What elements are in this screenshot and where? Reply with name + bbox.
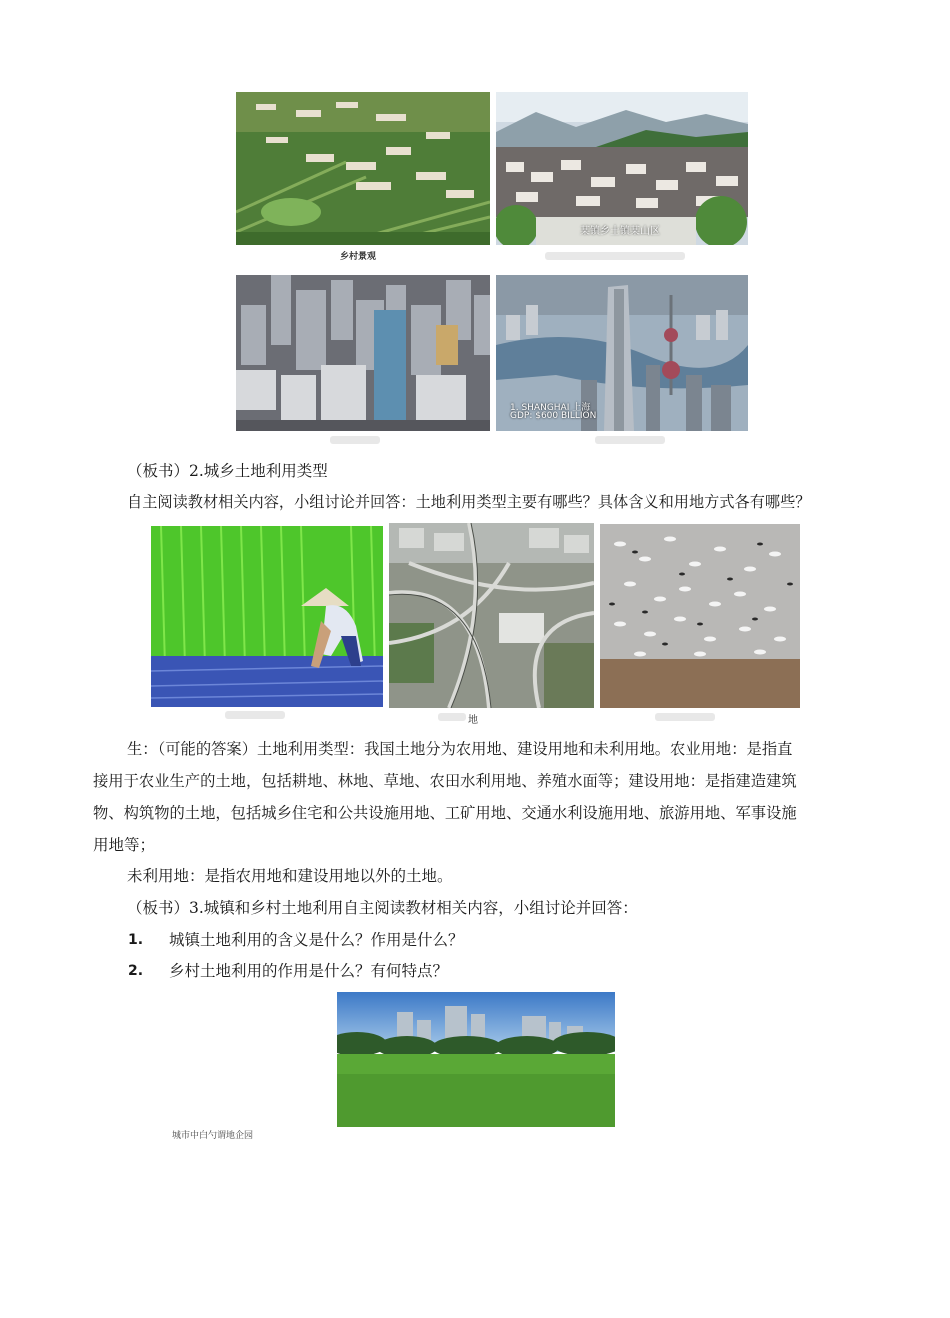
city-park-caption: 城市中白勺谓地企园	[172, 1131, 254, 1141]
city-blurred-caption	[330, 436, 380, 444]
answer-line-3: 物、构筑物的土地，包括城乡住宅和公共设施用地、工矿用地、交通水利设施用地、旅游用地、军事设施	[93, 804, 797, 822]
question-2-text: 乡村土地利用的作用是什么？有何特点？	[169, 962, 449, 980]
expressway-caption-fragment: 地	[468, 715, 478, 726]
rural-landscape-photo	[236, 92, 490, 245]
shanghai-caption-line2: GDP: $600 BILLION	[510, 411, 597, 421]
city-park-photo	[337, 992, 615, 1127]
answer-line-2: 接用于农业生产的土地，包括耕地、林地、草地、农田水利用地、养殖水面等；建设用地：是指建造建筑	[93, 772, 797, 790]
question-1-number: 1.	[128, 932, 144, 948]
city-aerial-photo	[236, 275, 490, 431]
expressway-photo	[389, 523, 594, 708]
wetland-blurred-caption	[655, 713, 715, 721]
township-blurred-caption	[545, 252, 685, 260]
answer-line-4: 用地等；	[93, 836, 156, 854]
unused-land-definition: 未利用地：是指农用地和建设用地以外的土地。	[127, 867, 453, 885]
township-overlay-caption: 某镇乡土镇某山区	[580, 226, 660, 237]
answer-line-1: 生：（可能的答案）土地利用类型：我国土地分为农用地、建设用地和未利用地。农业用地：是指直	[127, 740, 793, 758]
heading-land-use-types: （板书）2.城乡土地利用类型	[127, 462, 328, 480]
shanghai-caption-line1: 1. SHANGHAI 上海	[510, 403, 591, 413]
heading-urban-rural-land-use: （板书）3.城镇和乡村土地利用自主阅读教材相关内容，小组讨论并回答：	[127, 899, 638, 917]
rice-planting-photo	[151, 526, 383, 707]
wetland-birds-photo	[600, 524, 800, 708]
rural-landscape-caption: 乡村景观	[340, 252, 377, 262]
question-2-number: 2.	[128, 963, 144, 979]
shanghai-blurred-caption	[595, 436, 665, 444]
question-intro: 自主阅读教材相关内容，小组讨论并回答：土地利用类型主要有哪些？具体含义和用地方式各有哪些？	[127, 493, 811, 511]
rice-blurred-caption	[225, 711, 285, 719]
expressway-blurred-caption	[438, 713, 466, 721]
question-1-text: 城镇土地利用的含义是什么？作用是什么？	[169, 931, 464, 949]
